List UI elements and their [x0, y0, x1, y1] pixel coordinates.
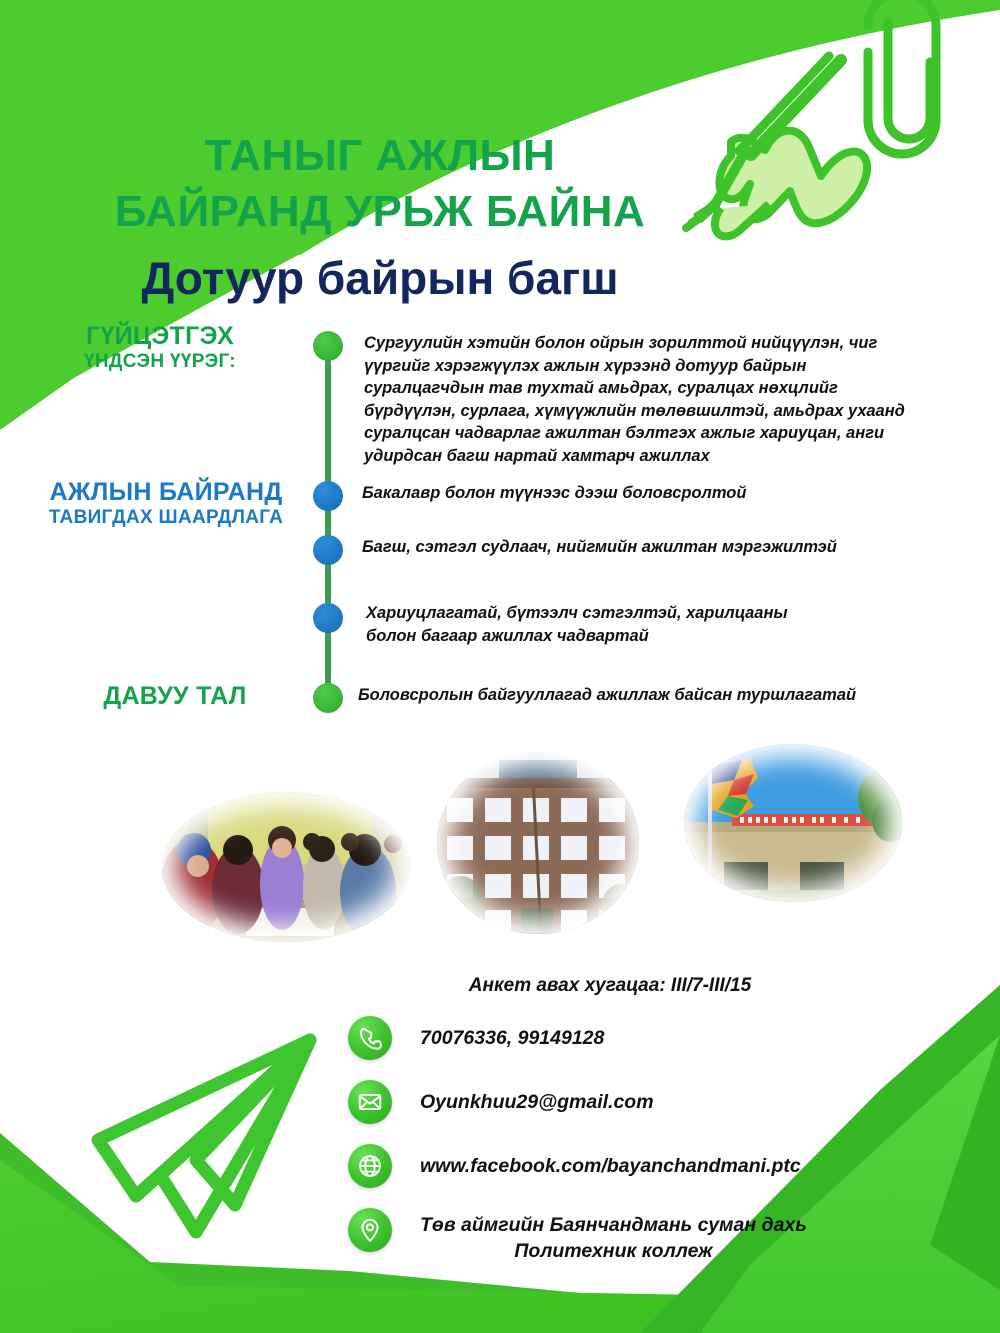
- phone-number[interactable]: 70076336, 99149128: [420, 1027, 605, 1049]
- requirement-item-1: Бакалавр болон түүнээс дээш боловсролтой: [362, 484, 747, 502]
- section-label-duties: [30, 322, 290, 373]
- timeline-dot-requirement-2: [313, 535, 343, 565]
- title-line-2: БАЙРАНД УРЬЖ БАЙНА: [114, 187, 646, 236]
- timeline-dot-requirement-1: [313, 481, 343, 511]
- location-pin-icon: [348, 1208, 392, 1252]
- timeline-dot-advantage: [313, 683, 343, 713]
- job-position-title: Дотуур байрын багш: [141, 252, 619, 304]
- contact-email-row: [348, 1080, 654, 1124]
- duties-description: Сургуулийн хэтийн болон ойрын зорилттой нийцүүлэн, чиг үүргийг хэрэгжүүлэх ажлын хүрээнд дотуур байрын суралцагчдын тав тухтай амьдрах, суралцах нөхцлийг бүрдүүлэн, сурлага, хүмүүжлийн төлөвшилтэй, амьдрах ухаанд суралцсан чадварлаг ажилтан бэлтгэх ажлыг хариуцан, анги удирдсан багш нартай хамтарч ажиллах: [364, 334, 905, 465]
- requirements-label-line-2: ТАВИГДАХ ШААРДЛАГА: [48, 506, 284, 528]
- section-label-requirements: [16, 478, 316, 529]
- requirement-item-3: Хариуцлагатай, бүтээлч сэтгэлтэй, харилцааны болон багаар ажиллах чадвартай: [366, 604, 788, 645]
- contact-phone-row: [348, 1016, 604, 1060]
- timeline-connector: [325, 345, 331, 705]
- advantage-description: Боловсролын байгууллагад ажиллаж байсан туршлагатай: [358, 686, 857, 704]
- duties-label-line-1: ГҮЙЦЭТГЭХ: [85, 322, 235, 350]
- paper-plane-icon: [98, 1040, 310, 1232]
- address-line-2: Политехник коллеж: [514, 1240, 713, 1262]
- duties-label-line-2: ҮНДСЭН ҮҮРЭГ:: [84, 350, 236, 372]
- envelope-icon: [348, 1080, 392, 1124]
- application-deadline: Анкет авах хугацаа: III/7-III/15: [468, 975, 752, 996]
- requirements-label-line-1: АЖЛЫН БАЙРАНД: [49, 478, 283, 506]
- advantage-label-line-1: ДАВУУ ТАЛ: [103, 682, 247, 710]
- college-building-flag-photo: [684, 744, 902, 902]
- timeline-dot-requirement-3: [313, 603, 343, 633]
- poster-title: [0, 128, 760, 308]
- phone-icon: [348, 1016, 392, 1060]
- dormitory-building-photo: [437, 752, 639, 934]
- students-activity-photo: [162, 792, 410, 942]
- website-url[interactable]: www.facebook.com/bayanchandmani.ptc: [420, 1155, 801, 1177]
- timeline-dot-duties: [313, 331, 343, 361]
- section-label-advantage: [60, 682, 290, 711]
- contact-website-row: [348, 1144, 801, 1188]
- email-address[interactable]: Oyunkhuu29@gmail.com: [420, 1091, 654, 1113]
- contact-address-row: [348, 1208, 807, 1264]
- title-line-1: ТАНЫГ АЖЛЫН: [204, 131, 556, 180]
- address-line-1: Төв аймгийн Баянчандмань суман дахь: [420, 1214, 807, 1236]
- address-text: [420, 1208, 807, 1264]
- globe-icon: [348, 1144, 392, 1188]
- requirement-item-2: Багш, сэтгэл судлаач, нийгмийн ажилтан мэргэжилтэй: [362, 538, 837, 556]
